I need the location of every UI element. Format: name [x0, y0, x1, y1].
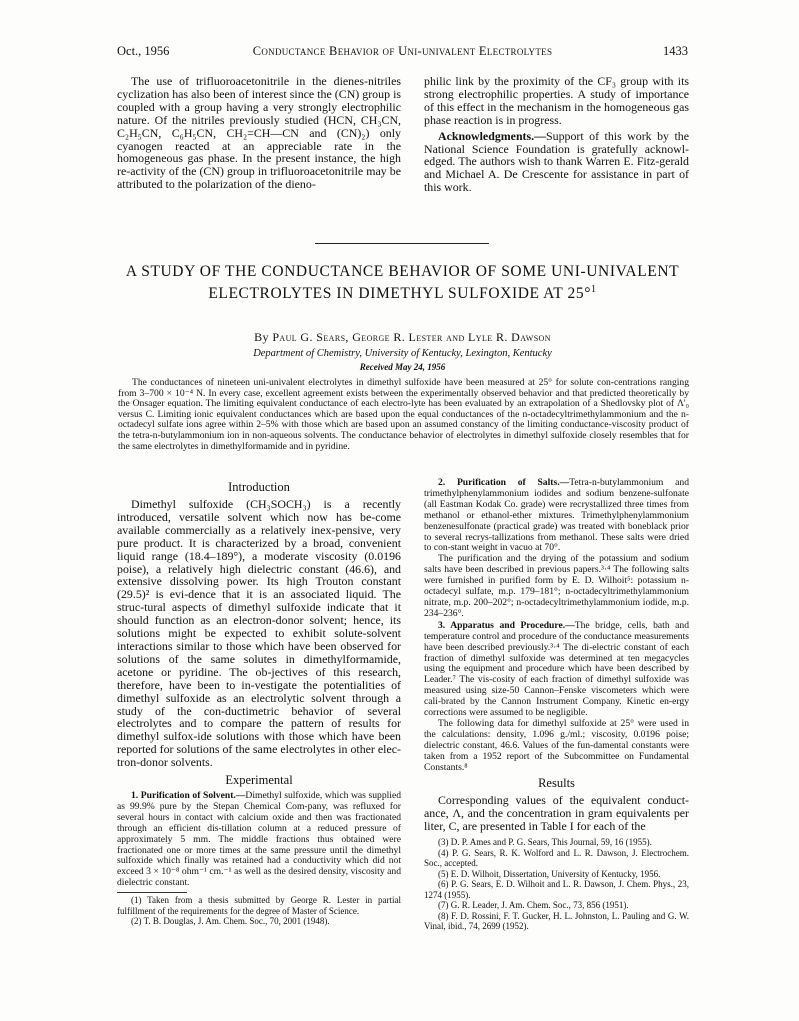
article-title-line2-text: ELECTROLYTES IN DIMETHYL SULFOXIDE AT 25°: [208, 285, 592, 302]
solvent-purification-text: Dimethyl sulfoxide, which was supplied as 99.9% pure by the Stepan Chemical Com-pany, was refluxed for several hours in contact with calcium oxide and then was fractionated through an efficient dis-tillation column at a reduced pressure of approximately 5 mm. The middle fractions thus obtained were fractionated one or more times at the same pressure until the dimethyl sulfoxide which finally was retained had a conductivity which did not exceed 3 × 10⁻⁸ ohm⁻¹ cm.⁻¹ as well as the desired density, viscosity and dielectric constant.: [117, 790, 401, 889]
prev-article-right-column: [424, 75, 689, 194]
acknowledgments: [424, 130, 689, 195]
reference-list: [424, 837, 689, 932]
page-header: [117, 44, 688, 62]
reference-item: (5) E. D. Wilhoit, Dissertation, University of Kentucky, 1956.: [438, 868, 661, 879]
department: Department of Chemistry, University of Kentucky, Lexington, Kentucky: [253, 348, 552, 359]
results-heading: Results: [538, 776, 575, 791]
results-text: Corresponding values of the equivalent conduct-ance, Λ, and the concentration in gram equivalents per liter, C, are presented in Table I for each of the: [424, 793, 689, 834]
solvent-purification-heading: 1. Purification of Solvent.—: [131, 790, 246, 802]
apparatus-text: The bridge, cells, bath and temperature control and procedure of the conductance measurements have been described previously.³·⁴ The di-electric constant of each fraction of dimethyl sulfoxide was determined at ten megacycles using the equipment and procedure which have been described by Leader.⁷ The vis-cosity of each fraction of dimethyl sulfoxide was measured using size-50 Cannon–Fenske viscometers which were cali-brated by the Cannon Instrument Company. Kinetic en-ergy corrections were assumed to be negligible.: [424, 619, 690, 719]
by-label: By: [254, 330, 269, 344]
footnote-2: (2) T. B. Douglas, J. Am. Chem. Soc., 70, 2001 (1948).: [131, 916, 330, 927]
salt-purification: [424, 478, 689, 554]
reference-item: (3) D. P. Ames and P. G. Sears, This Journal, 59, 16 (1955).: [438, 837, 652, 848]
apparatus-procedure-cont: The following data for dimethyl sulfoxide at 25° were used in the calculations: density, 1.096 g./ml.; viscosity, 0.0196 poise; dielectric constant, 46.6. Values of the fun-damental constants were taken from a 1952 report of the Subcommittee on Fundamental Constants.⁸: [424, 717, 689, 773]
experimental-heading: Experimental: [225, 773, 293, 788]
abstract: The conductances of nineteen uni-univalent electrolytes in dimethyl sulfoxide have been measured at 25° for solute con-centrations ranging from 3–700 × 10⁻⁴ N. In every case, excellent agreement exists between the experimentally observed behavior and that predicted theoretically by the Onsager equation. The limiting equivalent conductance of each electro-lyte has been evaluated by an extrapolation of a Shedlovsky plot of Λ'₀ versus C. Limiting ionic equivalent conductances which are based upon the equal conductances of the n-octadecyltrimethylammonium and the n-octadecyl sulfate ions agree within 2–5% with those which are based upon an assumed constancy of the limiting conductance-viscosity product of the tetra-n-butylammonium ion in non-aqueous solvents. The conductance behavior of electrolytes in dimethyl sulfoxide closely resembles that for the same electrolytes in dimethylformamide and in pyridine.: [118, 377, 689, 452]
apparatus-heading: 3. Apparatus and Procedure.—: [438, 619, 575, 631]
reference-item: (7) G. R. Leader, J. Am. Chem. Soc., 73, 856 (1951).: [438, 900, 629, 911]
title-footnote-mark: 1: [591, 283, 597, 295]
article-right-column: [424, 478, 689, 932]
ack-heading: Acknowledgments.—: [438, 128, 547, 143]
solvent-purification: [117, 791, 401, 889]
article-left-column: [117, 478, 401, 927]
footnote-1: (1) Taken from a thesis submitted by George R. Lester in partial fulfillment of the requirements for the degree of Master of Science.: [117, 895, 401, 916]
introduction-heading: Introduction: [228, 480, 290, 494]
salt-purification-heading: 2. Purification of Salts.—: [438, 477, 570, 488]
ack-text: Support of this work by the National Science Foundation is gratefully acknowl-edged. The authors wish to thank Warren E. Fitz-gerald and Michael A. De Crescente for assistance in part of this work.: [424, 128, 689, 195]
issue-date: Oct., 1956: [117, 44, 170, 58]
page-number: 1433: [663, 44, 688, 58]
reference-item: (6) P. G. Sears, E. D. Wilhoit and L. R. Dawson, J. Chem. Phys., 23, 1274 (1955).: [424, 879, 689, 900]
salt-purification-cont: The purification and the drying of the potassium and sodium salts have been described in previous papers.³·⁴ The following salts were furnished in purified form by E. D. Wilhoit⁵: potassium n-octadecyl sulfate, m.p. 179–181°; n-octadecyltrimethylammonium nitrate, m.p. 200–202°; n-octadecyltrimethylammonium iodide, m.p. 234–236°.: [424, 553, 689, 619]
apparatus-procedure: [424, 621, 689, 719]
salt-purification-text: Tetra-n-butylammonium and trimethylphenylammonium iodides and sodium benzene-sulfonate (all Eastman Kodak Co. grade) were recrystallized three times from methanol or ethanol-ether mixtures. Trimethylphenylammonium benzenesulfonate (practical grade) was treated with boneblack prior to several recrys-tallizations from methanol. These salts were dried to con-stant weight in vacuo at 70°.: [424, 477, 689, 554]
prev-article-paragraph: The use of trifluoroacetonitrile in the dienes-nitriles cyclization has also been of interest since the (CN) group is coupled with a group having a very strongly electrophilic nature. Of the nitriles previously studied (HCN, CH₃CN, C₂H₅CN, C₆H₅CN, CH₂=CH—CN and (CN)₂) only cyanogen reacted at an appreciable rate in the homogeneous gas phase. In the present instance, the high re-activity of the (CN) group in trifluoroacetonitrile may be attributed to the polarization of the dieno-: [117, 74, 401, 192]
reference-item: (8) F. D. Rossini, F. T. Gucker, H. L. Johnston, L. Pauling and G. W. Vinal, ibid., 74, 2699 (1952).: [424, 910, 689, 932]
reference-item: (4) P. G. Sears, R. K. Wolford and L. R. Dawson, J. Electrochem. Soc., accepted.: [424, 847, 689, 869]
article-title-line2: [110, 284, 695, 303]
article-authors: [110, 330, 695, 345]
received-date: Received May 24, 1956: [359, 362, 446, 372]
introduction-text: Dimethyl sulfoxide (CH₃SOCH₃) is a recently introduced, versatile solvent which now has be-come available commercially as a relatively inex-pensive, very pure product. It is characterized by a broad, convenient liquid range (18.4–189°), a moderate viscosity (0.0196 poise), a relatively high dielectric constant (46.6), and extensive dissolving power. Its high Trouton constant (29.5)² is evi-dence that it is an associated liquid. The struc-tural aspects of dimethyl sulfoxide indicate that it should function as an electron-donor solvent; hence, its solutions might be expected to exhibit solute-solvent interactions similar to those which have been observed for solutions of the same solutes in dimethylformamide, acetone or pyridine. The ob-jectives of this research, therefore, have been to in-vestigate the potentialities of dimethyl sulfoxide as an electrolytic solvent through a study of the con-ductimetric behavior of several electrolytes and to compare the pattern of results for dimethyl sulfox-ide solutions with those which have been reported for solutions of the same electrolytes in other elec-tron-donor solvents.: [117, 497, 401, 770]
prev-article-paragraph-cont: philic link by the proximity of the CF₃ group with its strong electrophilic properties. A study of importance of this effect in the mechanism in the homogeneous gas phase reaction is in progress.: [424, 74, 689, 127]
footnote-rule: [117, 892, 187, 893]
prev-article-left-column: [117, 75, 401, 191]
article-title-line1: A STUDY OF THE CONDUCTANCE BEHAVIOR OF SOME UNI-UNIVALENT: [125, 263, 680, 280]
article-separator-rule: [315, 243, 489, 244]
running-title: Conductance Behavior of Uni-univalent Electrolytes: [252, 44, 553, 58]
author-names: Paul G. Sears, George R. Lester and Lyle R. Dawson: [272, 330, 551, 344]
